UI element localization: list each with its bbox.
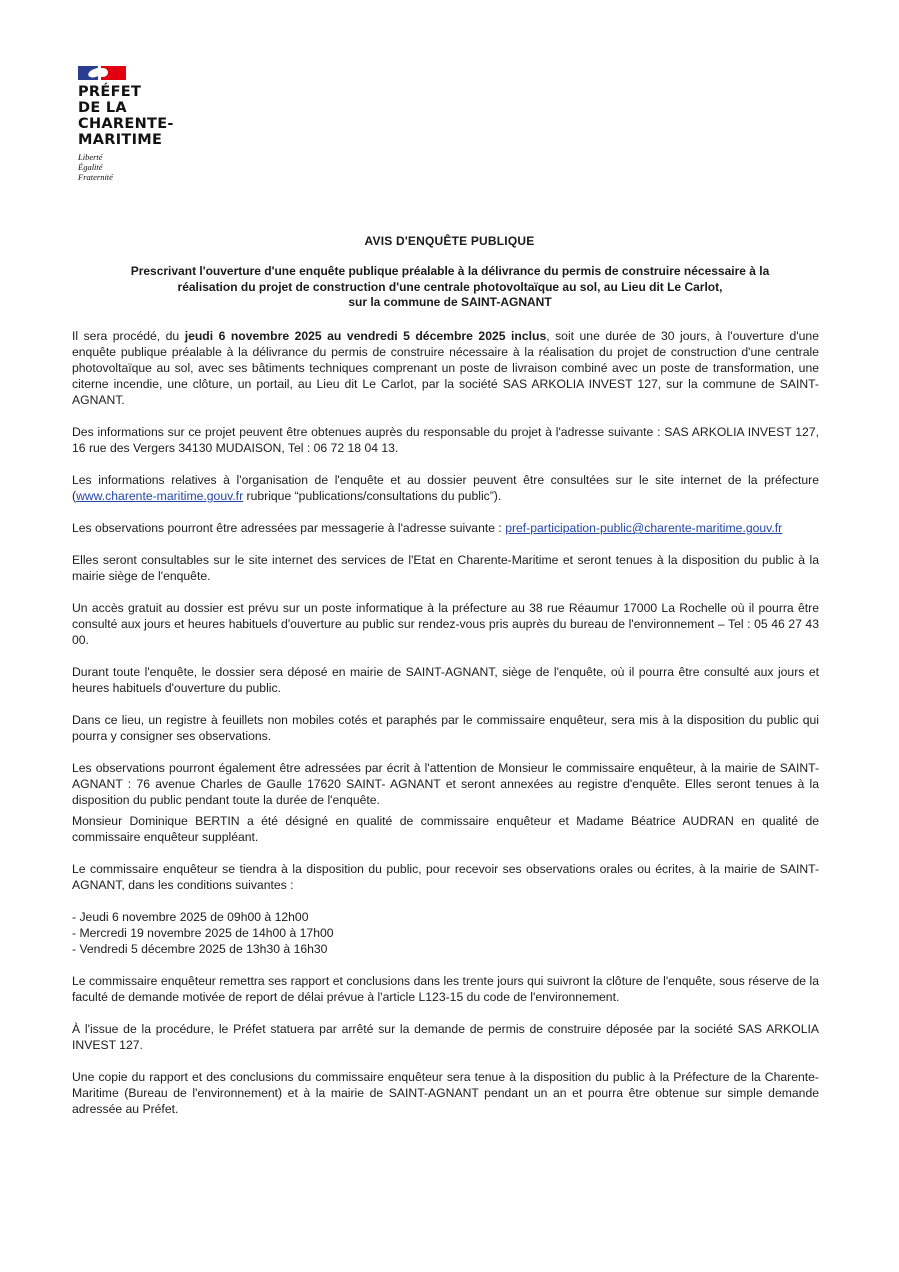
permanence-schedule bbox=[72, 909, 819, 957]
french-flag-icon bbox=[78, 66, 218, 80]
paragraph-report: Le commissaire enquêteur remettra ses rapport et conclusions dans les trente jours qui suivront la clôture de l'enquête, sous réserve de la faculté de demande motivée de report de délai prévue à l'article L123-15 du code de l'environnement. bbox=[72, 974, 819, 1004]
notice-subtitle bbox=[70, 264, 830, 311]
motto-line: Liberté bbox=[78, 152, 103, 162]
participation-email-link[interactable]: pref-participation-public@charente-maritime.gouv.fr bbox=[505, 521, 783, 535]
prefet-line: PRÉFET bbox=[78, 84, 142, 100]
subtitle-line: sur la commune de SAINT-AGNANT bbox=[348, 295, 552, 309]
inquiry-dates: jeudi 6 novembre 2025 au vendredi 5 décembre 2025 inclus bbox=[184, 329, 547, 343]
schedule-item: - Jeudi 6 novembre 2025 de 09h00 à 12h00 bbox=[72, 910, 309, 924]
paragraph-project-contact: Des informations sur ce projet peuvent être obtenues auprès du responsable du projet à l'adresse suivante : SAS ARKOLIA INVEST 127, 16 rue des Vergers 34130 MUDAISON, Tel : 06 72 18 04 13. bbox=[72, 425, 819, 455]
motto-line: Égalité bbox=[78, 162, 103, 172]
prefet-title bbox=[78, 84, 218, 148]
schedule-item: - Vendredi 5 décembre 2025 de 13h30 à 16h30 bbox=[72, 942, 328, 956]
subtitle-line: Prescrivant l'ouverture d'une enquête publique préalable à la délivrance du permis de construire nécessaire à la bbox=[130, 264, 770, 278]
paragraph-register: Dans ce lieu, un registre à feuillets non mobiles cotés et paraphés par le commissaire enquêteur, sera mis à la disposition du public qui pourra y consigner ses observations. bbox=[72, 713, 819, 743]
paragraph-copy: Une copie du rapport et des conclusions du commissaire enquêteur sera tenue à la disposition du public à la Préfecture de la Charente-Maritime (Bureau de l'environnement) et à la mairie de SAINT-AGNANT pendant un an et pourra être obtenue sur simple demande adressée au Préfet. bbox=[72, 1070, 819, 1116]
prefet-line: DE LA bbox=[78, 100, 127, 116]
prefet-line: CHARENTE- bbox=[78, 116, 174, 132]
prefet-line: MARITIME bbox=[78, 132, 163, 148]
paragraph-website: Les informations relatives à l'organisation de l'enquête et au dossier peuvent être consultées sur le site internet de la préfecture (www.charente-maritime.gouv.fr rubrique “publications/consultations du public”). bbox=[72, 473, 819, 503]
prefecture-logo bbox=[78, 66, 218, 182]
paragraph-dossier-mairie: Durant toute l'enquête, le dossier sera déposé en mairie de SAINT-AGNANT, siège de l'enquête, où il pourra être consulté aux jours et heures habituels d'ouverture du public. bbox=[72, 665, 819, 695]
paragraph-permanences: Le commissaire enquêteur se tiendra à la disposition du public, pour recevoir ses observations orales ou écrites, à la mairie de SAINT-AGNANT, dans les conditions suivantes : bbox=[72, 862, 819, 892]
notice-body bbox=[72, 328, 819, 1133]
paragraph-commissioner: Monsieur Dominique BERTIN a été désigné en qualité de commissaire enquêteur et Madame Béatrice AUDRAN en qualité de commissaire enquêteur suppléant. bbox=[72, 814, 819, 844]
motto-line: Fraternité bbox=[78, 172, 113, 182]
paragraph-free-access: Un accès gratuit au dossier est prévu sur un poste informatique à la préfecture au 38 rue Réaumur 17000 La Rochelle où il pourra être consulté aux jours et heures habituels d'ouverture au public sur rendez-vous pris auprès du bureau de l'environnement – Tel : 05 46 27 43 00. bbox=[72, 601, 819, 647]
schedule-item: - Mercredi 19 novembre 2025 de 14h00 à 17h00 bbox=[72, 926, 334, 940]
subtitle-line: réalisation du projet de construction d'une centrale photovoltaïque au sol, au Lieu dit Le Carlot, bbox=[177, 279, 723, 294]
paragraph-consultable: Elles seront consultables sur le site internet des services de l'Etat en Charente-Maritime et seront tenues à la disposition du public à la mairie siège de l'enquête. bbox=[72, 553, 819, 583]
notice-title: AVIS D'ENQUÊTE PUBLIQUE bbox=[364, 234, 535, 248]
republic-motto bbox=[78, 152, 218, 182]
paragraph-email: Les observations pourront être adressées par messagerie à l'adresse suivante : pref-participation-public@charente-maritime.gouv.fr bbox=[72, 521, 783, 535]
paragraph-decision: À l'issue de la procédure, le Préfet statuera par arrêté sur la demande de permis de construire déposée par la société SAS ARKOLIA INVEST 127. bbox=[72, 1022, 819, 1052]
prefecture-website-link[interactable]: www.charente-maritime.gouv.fr bbox=[76, 489, 244, 503]
paragraph-dates: Il sera procédé, du jeudi 6 novembre 2025 au vendredi 5 décembre 2025 inclus, soit une durée de 30 jours, à l'ouverture d'une enquête publique préalable à la délivrance du permis de construire nécessaire à la réalisation du projet de construction d'une centrale photovoltaïque au sol, avec ses bâtiments techniques comprenant un poste de livraison combiné avec un poste de transformation, une citerne incendie, une clôture, un portail, au Lieu dit Le Carlot, par la société SAS ARKOLIA INVEST 127, sur la commune de SAINT-AGNANT. bbox=[72, 329, 819, 407]
paragraph-written-observations: Les observations pourront également être adressées par écrit à l'attention de Monsieur le commissaire enquêteur, à la mairie de SAINT-AGNANT : 76 avenue Charles de Gaulle 17620 SAINT- AGNANT et seront annexées au registre d'enquête. Elles seront tenues à la disposition du public pendant toute la durée de l'enquête. bbox=[72, 761, 819, 807]
